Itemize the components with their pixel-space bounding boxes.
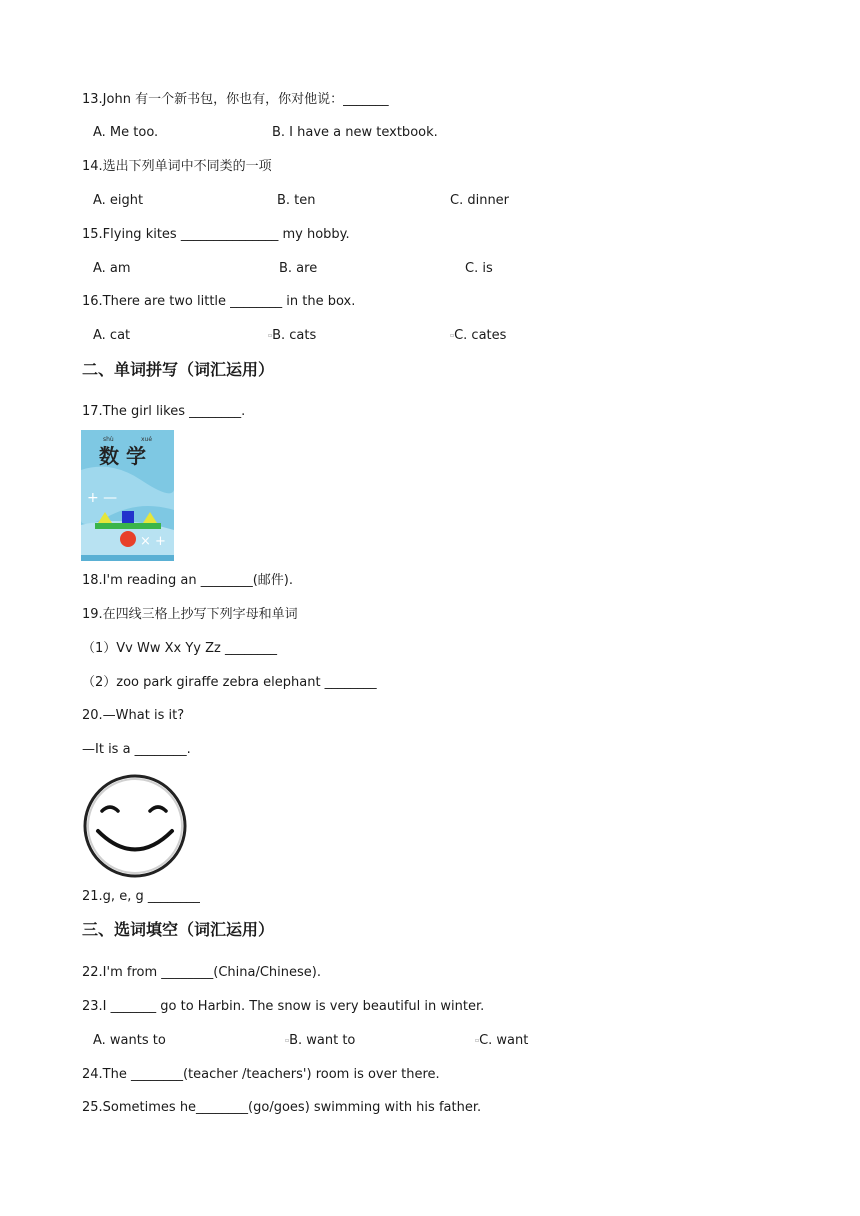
q22-text: 22.I'm from ________(China/Chinese). bbox=[82, 965, 321, 980]
smiley-outline bbox=[85, 776, 185, 876]
q13-text: 13.John 有一个新书包，你也有，你对他说：_______ bbox=[82, 92, 389, 107]
q23-option-c: ▫C. want bbox=[475, 1033, 529, 1048]
circle-shape bbox=[120, 531, 136, 547]
q14-text: 14.选出下列单词中不同类的一项 bbox=[82, 159, 272, 174]
q25-text: 25.Sometimes he________(go/goes) swimming with his father. bbox=[82, 1100, 482, 1115]
q20-answer: —It is a ________. bbox=[82, 742, 191, 757]
square-shape bbox=[122, 511, 134, 523]
math-book-cover-image bbox=[81, 430, 174, 561]
section-2-heading: 二、单词拼写（词汇运用） bbox=[82, 360, 275, 379]
q16-option-a: A. cat bbox=[93, 328, 131, 343]
q24-text: 24.The ________(teacher /teachers') room is over there. bbox=[82, 1067, 440, 1082]
q17-text: 17.The girl likes ________. bbox=[82, 404, 246, 419]
q16-option-c: ▫C. cates bbox=[450, 328, 507, 343]
q13-option-a: A. Me too. bbox=[93, 125, 159, 140]
balance-bar bbox=[95, 523, 161, 529]
smiley-face-icon bbox=[82, 773, 188, 879]
q13-option-b: B. I have a new textbook. bbox=[272, 125, 438, 140]
marker-dot-icon: ▫ bbox=[450, 332, 455, 339]
marker-dot-icon: ▫ bbox=[285, 1037, 290, 1044]
q16-option-b: ▫B. cats bbox=[268, 328, 317, 343]
q23-option-b: ▫B. want to bbox=[285, 1033, 356, 1048]
times-plus-symbols: × + bbox=[140, 534, 166, 549]
q15-option-a: A. am bbox=[93, 261, 131, 276]
pinyin-right: xué bbox=[141, 436, 153, 443]
marker-dot-icon: ▫ bbox=[475, 1037, 480, 1044]
pinyin-left: shù bbox=[103, 436, 114, 443]
book-footer-strip bbox=[81, 555, 174, 561]
q15-text: 15.Flying kites _______________ my hobby. bbox=[82, 227, 350, 242]
q23-option-a: A. wants to bbox=[93, 1033, 166, 1048]
q15-option-b: B. are bbox=[279, 261, 318, 276]
q14-option-c: C. dinner bbox=[450, 193, 510, 208]
book-title: 数 学 bbox=[99, 444, 146, 468]
q14-option-b: B. ten bbox=[277, 193, 316, 208]
q23-text: 23.I _______ go to Harbin. The snow is very beautiful in winter. bbox=[82, 999, 485, 1014]
q18-text: 18.I'm reading an ________(邮件). bbox=[82, 573, 294, 588]
q16-text: 16.There are two little ________ in the box. bbox=[82, 294, 356, 309]
q19-text: 19.在四线三格上抄写下列字母和单词 bbox=[82, 607, 298, 622]
q14-option-a: A. eight bbox=[93, 193, 144, 208]
q19-sub-1: （1）Vv Ww Xx Yy Zz ________ bbox=[82, 641, 277, 656]
q21-text: 21.g, e, g ________ bbox=[82, 889, 200, 904]
section-3-heading: 三、选词填空（词汇运用） bbox=[82, 920, 275, 939]
q15-option-c: C. is bbox=[465, 261, 493, 276]
plus-minus-symbols: + — bbox=[87, 490, 118, 506]
q19-sub-2: （2）zoo park giraffe zebra elephant ________ bbox=[82, 675, 377, 690]
marker-dot-icon: ▫ bbox=[268, 332, 273, 339]
q20-text: 20.—What is it? bbox=[82, 708, 185, 723]
